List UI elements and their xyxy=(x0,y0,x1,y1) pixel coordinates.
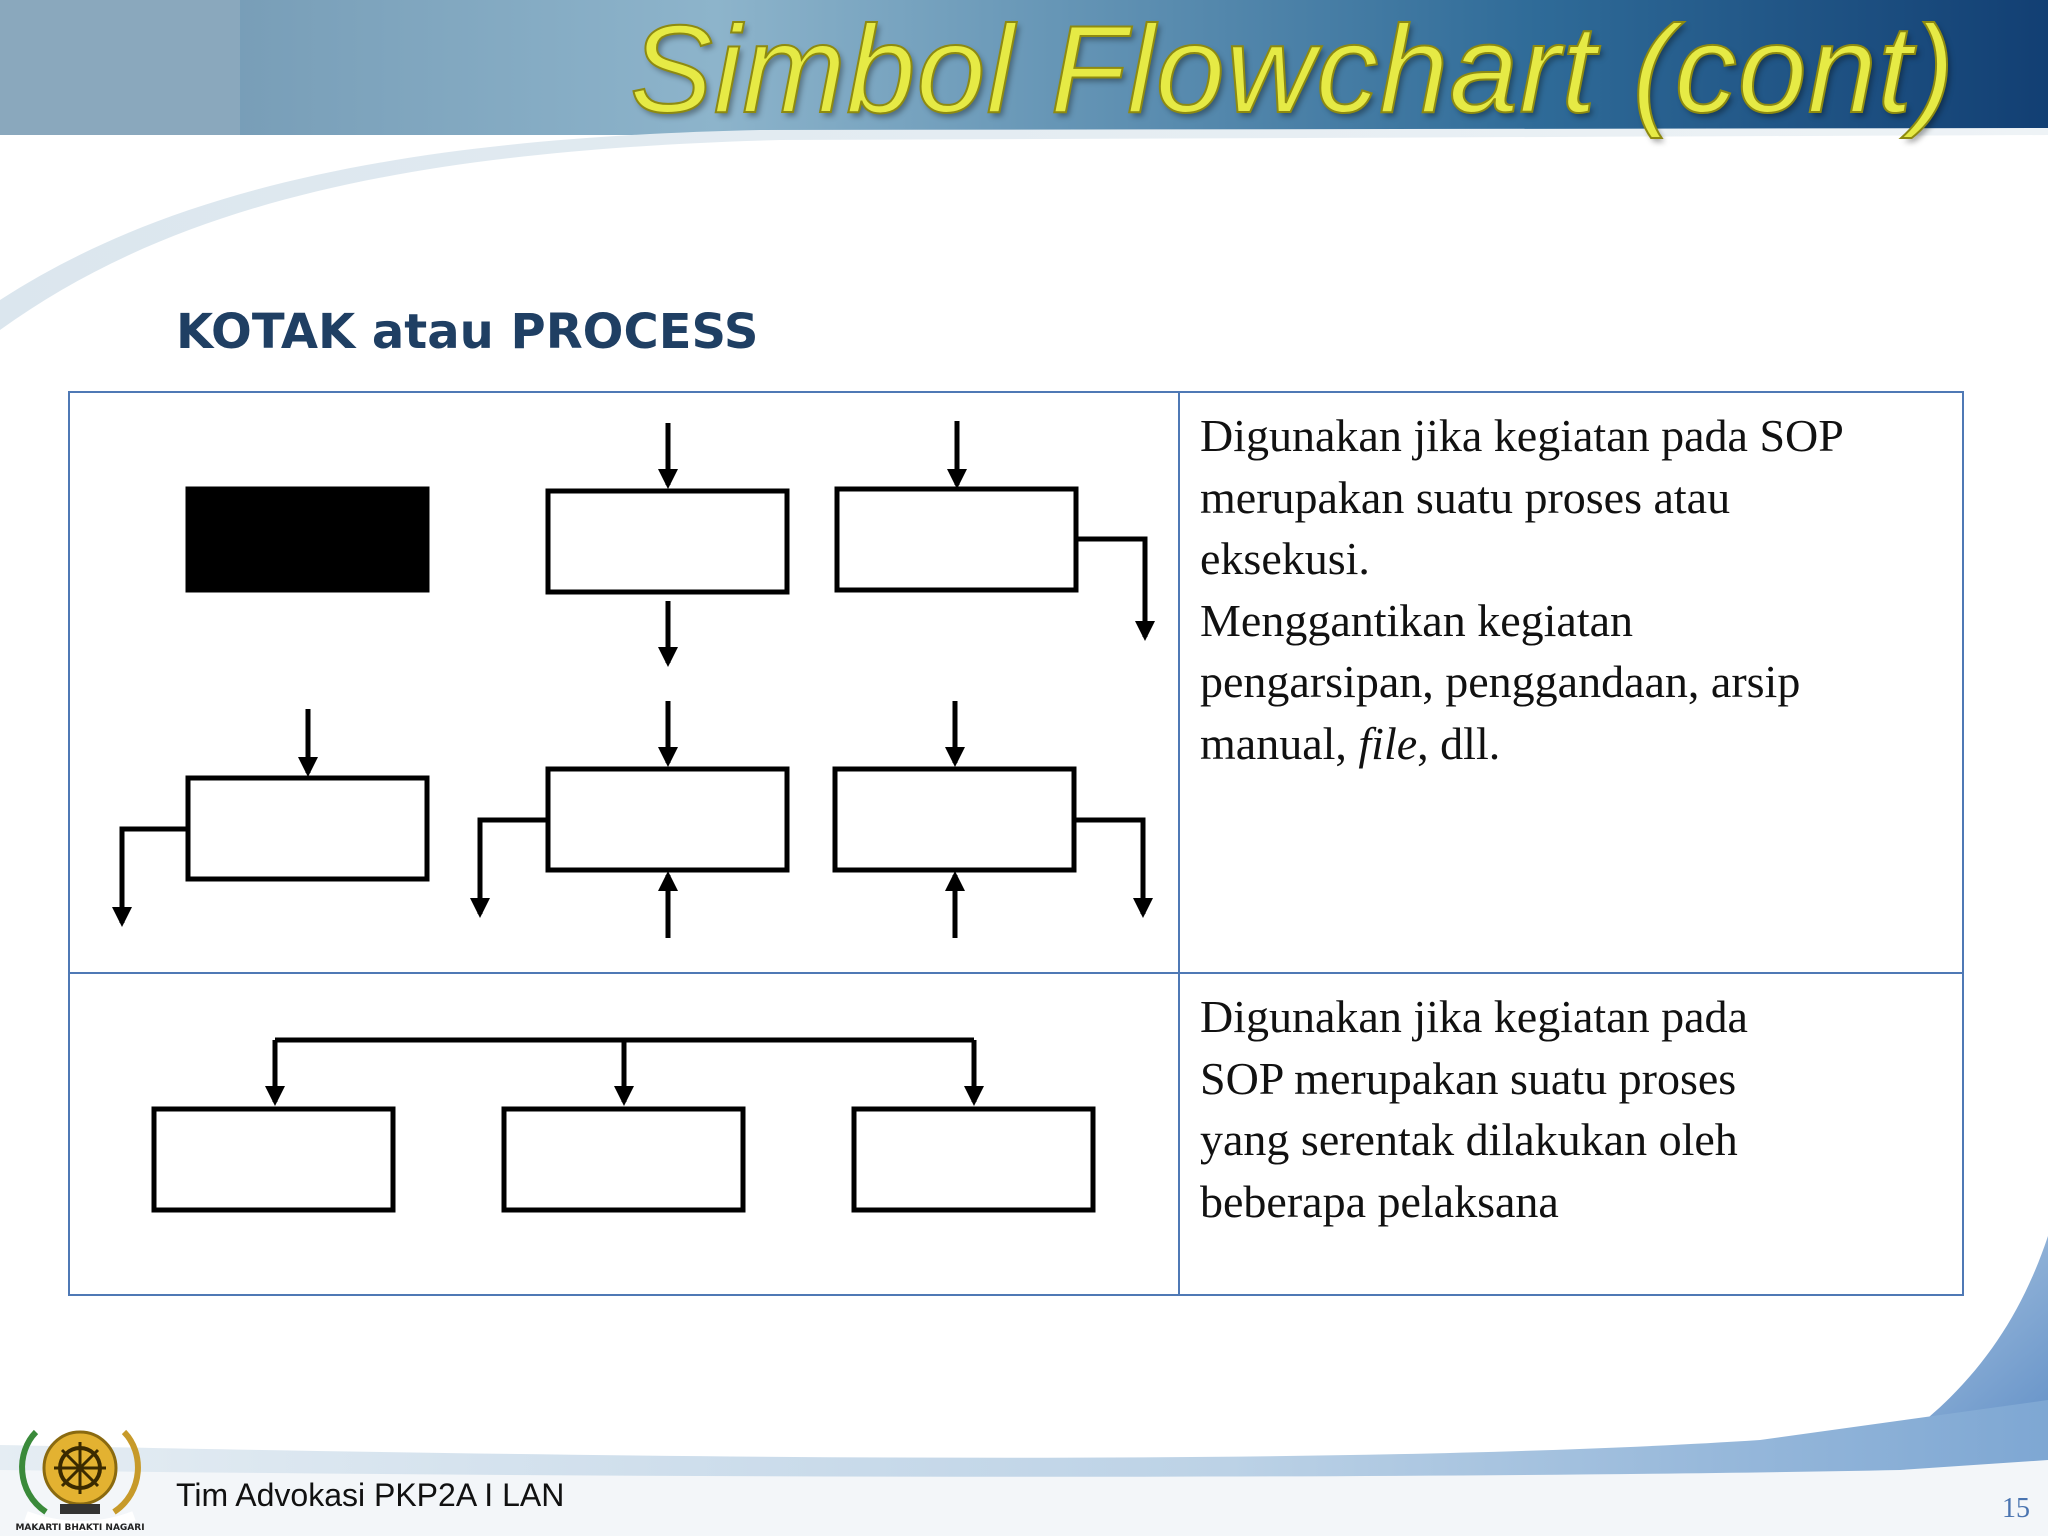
process-box xyxy=(835,769,1074,870)
symbol-table xyxy=(68,391,1964,1296)
column-divider xyxy=(1178,393,1180,1294)
parallel-process-diagram xyxy=(70,974,1178,1294)
process-box xyxy=(548,769,787,870)
description-parallel-process: Digunakan jika kegiatan pada SOP merupakan suatu proses yang serentak dilakukan oleh beberapa pelaksana xyxy=(1200,991,1748,1227)
process-box xyxy=(504,1109,743,1210)
process-box xyxy=(188,778,427,879)
arrow-out xyxy=(1074,820,1143,914)
process-box xyxy=(548,491,787,592)
arrow-out xyxy=(1076,539,1145,637)
process-box xyxy=(854,1109,1093,1210)
process-symbol-variants xyxy=(70,393,1178,972)
page-number: 15 xyxy=(2002,1493,2030,1524)
process-box xyxy=(837,489,1076,590)
arrow-out xyxy=(480,820,548,914)
lan-emblem-logo xyxy=(6,1412,154,1536)
process-box-filled xyxy=(188,489,427,590)
svg-text:MAKARTI BHAKTI NAGARI: MAKARTI BHAKTI NAGARI xyxy=(15,1523,145,1533)
footer-author: Tim Advokasi PKP2A I LAN xyxy=(176,1477,565,1513)
arrow-out xyxy=(122,829,188,923)
section-heading: KOTAK atau PROCESS xyxy=(176,304,759,360)
process-box xyxy=(154,1109,393,1210)
description-process: Digunakan jika kegiatan pada SOP merupakan suatu proses atau eksekusi. Menggantikan kegiatan pengarsipan, penggandaan, arsip manual, file, dll. xyxy=(1200,410,1844,769)
slide-title: Simbol Flowchart (cont) xyxy=(630,1,1956,139)
